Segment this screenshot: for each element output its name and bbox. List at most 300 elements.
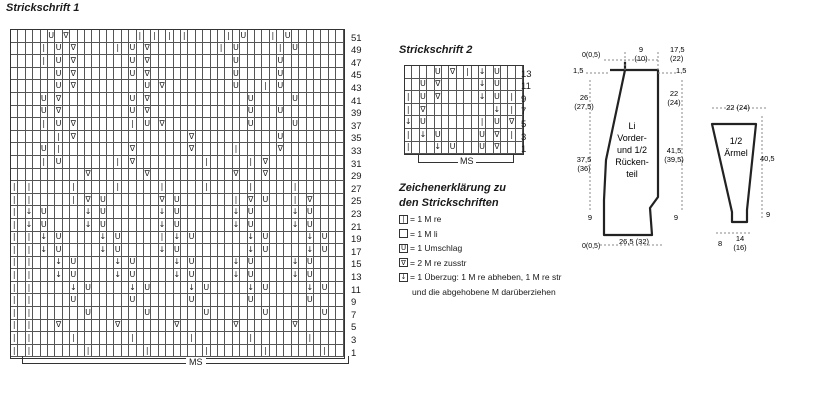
grid-cell — [85, 106, 92, 119]
grid-cell — [240, 55, 247, 68]
grid-cell: | — [233, 194, 240, 207]
grid-cell — [129, 194, 136, 207]
grid-cell: ∇ — [114, 320, 121, 333]
grid-cell — [442, 116, 449, 129]
grid-cell — [18, 282, 25, 295]
grid-cell — [270, 257, 277, 270]
grid-cell — [129, 219, 136, 232]
grid-cell — [151, 194, 158, 207]
grid-cell — [336, 181, 343, 194]
grid-cell — [277, 269, 284, 282]
grid-cell: | — [26, 307, 33, 320]
grid-cell: | — [181, 30, 188, 43]
grid-cell — [166, 194, 173, 207]
grid-cell — [196, 332, 203, 345]
grid-cell: ∇ — [144, 68, 151, 81]
grid-cell: | — [188, 332, 195, 345]
grid-cell — [11, 118, 18, 131]
grid-cell — [486, 91, 493, 104]
grid-cell — [196, 181, 203, 194]
grid-cell — [107, 257, 114, 270]
grid-cell — [329, 294, 336, 307]
grid-cell — [100, 307, 107, 320]
grid-cell — [211, 30, 218, 43]
grid-cell: U — [277, 68, 284, 81]
grid-cell: U — [203, 282, 210, 295]
grid-cell — [329, 307, 336, 320]
grid-cell: U — [85, 282, 92, 295]
grid-cell — [240, 307, 247, 320]
grid-cell — [501, 104, 508, 117]
grid-cell: U — [321, 232, 328, 245]
grid-cell: ∇ — [262, 169, 269, 182]
grid-cell: | — [405, 104, 412, 117]
grid-cell — [307, 320, 314, 333]
grid-cell — [284, 219, 291, 232]
grid-cell — [181, 80, 188, 93]
grid-cell: ↓ — [307, 232, 314, 245]
grid-cell — [174, 43, 181, 56]
row-number: 43 — [351, 83, 362, 94]
grid-cell — [427, 104, 434, 117]
grid-cell — [314, 332, 321, 345]
grid-cell — [48, 169, 55, 182]
grid-cell — [248, 43, 255, 56]
grid-cell — [248, 169, 255, 182]
grid-cell — [427, 79, 434, 92]
grid-cell — [166, 143, 173, 156]
grid-cell: U — [41, 93, 48, 106]
grid-cell — [218, 345, 225, 358]
grid-cell — [144, 30, 151, 43]
grid-cell — [181, 118, 188, 131]
grid-cell — [218, 55, 225, 68]
grid-cell — [33, 181, 40, 194]
grid-cell — [166, 345, 173, 358]
grid-cell — [284, 156, 291, 169]
grid-cell — [277, 294, 284, 307]
grid-cell — [26, 143, 33, 156]
grid-cell: | — [41, 156, 48, 169]
grid-cell — [233, 181, 240, 194]
grid-cell — [321, 43, 328, 56]
grid-cell — [321, 206, 328, 219]
grid-cell — [122, 332, 129, 345]
grid-cell — [181, 332, 188, 345]
grid-cell: ↓ — [292, 269, 299, 282]
grid-cell — [405, 66, 412, 79]
grid-cell — [248, 55, 255, 68]
grid-cell — [18, 206, 25, 219]
grid-cell — [314, 80, 321, 93]
grid-cell — [92, 244, 99, 257]
grid-cell — [314, 169, 321, 182]
grid-cell — [225, 93, 232, 106]
grid-cell — [33, 320, 40, 333]
row-number: 3 — [521, 131, 527, 143]
grid-cell — [137, 156, 144, 169]
grid-cell — [174, 80, 181, 93]
grid-cell — [299, 194, 306, 207]
grid-cell — [211, 206, 218, 219]
grid-cell — [218, 156, 225, 169]
grid-cell — [277, 257, 284, 270]
grid-cell — [18, 169, 25, 182]
grid-cell — [63, 43, 70, 56]
grid-cell — [78, 106, 85, 119]
grid-cell — [85, 269, 92, 282]
grid-cell — [129, 181, 136, 194]
grid-cell — [122, 194, 129, 207]
grid-cell — [292, 307, 299, 320]
grid-cell — [18, 106, 25, 119]
grid-cell — [174, 345, 181, 358]
grid-cell — [33, 206, 40, 219]
grid-cell — [92, 93, 99, 106]
grid-cell — [129, 30, 136, 43]
grid-cell: ↓ — [188, 282, 195, 295]
grid-cell — [92, 80, 99, 93]
grid-cell — [299, 30, 306, 43]
grid-cell — [218, 282, 225, 295]
grid-cell: U — [479, 142, 486, 155]
grid-cell — [174, 169, 181, 182]
grid-cell — [181, 257, 188, 270]
grid-cell — [225, 257, 232, 270]
grid-cell — [255, 219, 262, 232]
grid-cell — [151, 269, 158, 282]
grid-cell — [299, 43, 306, 56]
grid-cell: U — [233, 43, 240, 56]
grid-cell: | — [292, 194, 299, 207]
row-number: 29 — [351, 171, 362, 183]
grid-cell — [329, 55, 336, 68]
grid-cell — [55, 294, 62, 307]
grid-cell — [107, 93, 114, 106]
grid-cell — [107, 30, 114, 43]
grid-cell — [196, 194, 203, 207]
grid-cell — [336, 307, 343, 320]
grid-cell — [33, 68, 40, 81]
grid-cell — [336, 282, 343, 295]
grid-cell: | — [70, 194, 77, 207]
grid-cell: ↓ — [55, 269, 62, 282]
grid-cell: | — [55, 143, 62, 156]
grid-cell — [284, 55, 291, 68]
grid-cell — [55, 30, 62, 43]
grid-cell — [218, 320, 225, 333]
grid-cell — [181, 320, 188, 333]
grid-cell — [196, 80, 203, 93]
grid-cell — [292, 282, 299, 295]
grid-cell: U — [494, 116, 501, 129]
grid-cell — [33, 156, 40, 169]
grid-cell — [63, 169, 70, 182]
grid-cell — [284, 194, 291, 207]
grid-cell — [277, 232, 284, 245]
grid-cell — [26, 30, 33, 43]
grid-cell — [48, 257, 55, 270]
grid-cell: U — [307, 257, 314, 270]
grid-cell — [255, 232, 262, 245]
legend-item — [399, 214, 441, 224]
grid-cell: U — [420, 116, 427, 129]
grid-cell — [63, 143, 70, 156]
grid-cell: ∇ — [174, 320, 181, 333]
grid-cell — [48, 269, 55, 282]
grid-cell — [122, 345, 129, 358]
grid-cell — [11, 143, 18, 156]
grid-cell — [233, 30, 240, 43]
sleeve-bottom-width-b: (16) — [733, 243, 747, 252]
grid-cell — [336, 345, 343, 358]
grid-cell — [41, 68, 48, 81]
grid-cell — [501, 66, 508, 79]
grid-cell — [299, 131, 306, 144]
grid-cell: ↓ — [174, 257, 181, 270]
grid-cell — [225, 68, 232, 81]
grid-cell — [307, 131, 314, 144]
grid-cell: U — [435, 129, 442, 142]
grid-cell — [284, 257, 291, 270]
grid-cell — [336, 320, 343, 333]
grid-cell — [464, 116, 471, 129]
grid-cell — [203, 30, 210, 43]
grid-cell — [336, 80, 343, 93]
grid-cell — [151, 206, 158, 219]
grid-cell — [11, 106, 18, 119]
grid-cell — [486, 104, 493, 117]
grid-cell — [240, 43, 247, 56]
grid-cell — [314, 282, 321, 295]
grid-cell — [92, 43, 99, 56]
grid-cell — [292, 106, 299, 119]
grid-cell — [85, 244, 92, 257]
grid-cell: ∇ — [55, 106, 62, 119]
grid-cell — [188, 30, 195, 43]
grid-cell — [270, 320, 277, 333]
grid-cell — [211, 118, 218, 131]
grid-cell — [92, 320, 99, 333]
grid-cell — [122, 55, 129, 68]
grid-cell — [412, 116, 419, 129]
grid-cell — [151, 219, 158, 232]
grid-cell — [449, 116, 456, 129]
grid-cell — [122, 282, 129, 295]
grid-cell — [166, 257, 173, 270]
grid-cell — [457, 116, 464, 129]
grid-cell — [33, 307, 40, 320]
grid-cell — [314, 257, 321, 270]
grid-cell — [55, 169, 62, 182]
grid-cell — [70, 30, 77, 43]
grid-cell — [435, 116, 442, 129]
grid-cell — [151, 68, 158, 81]
grid-cell: | — [114, 43, 121, 56]
grid-cell: ∇ — [277, 143, 284, 156]
grid-cell — [166, 294, 173, 307]
grid-cell — [321, 169, 328, 182]
grid-cell — [218, 269, 225, 282]
grid-cell — [41, 194, 48, 207]
grid-cell — [159, 30, 166, 43]
grid-cell — [218, 257, 225, 270]
grid-cell — [41, 257, 48, 270]
grid-cell — [92, 206, 99, 219]
grid-cell — [248, 307, 255, 320]
grid-cell: U — [55, 68, 62, 81]
grid-cell — [412, 79, 419, 92]
grid-cell — [329, 320, 336, 333]
legend-title-line1: Zeichenerklärung zu — [399, 182, 506, 194]
grid-cell — [151, 320, 158, 333]
grid-cell — [33, 169, 40, 182]
grid-cell: U — [307, 219, 314, 232]
grid-cell — [196, 43, 203, 56]
grid-cell: | — [11, 307, 18, 320]
grid-cell — [144, 181, 151, 194]
grid-cell — [218, 93, 225, 106]
grid-cell — [18, 156, 25, 169]
grid-cell — [107, 244, 114, 257]
row-number: 49 — [351, 45, 362, 57]
grid-cell — [85, 320, 92, 333]
grid-cell — [174, 181, 181, 194]
grid-cell — [457, 129, 464, 142]
grid-cell — [159, 55, 166, 68]
grid-cell: ↓ — [494, 104, 501, 117]
grid-cell — [255, 143, 262, 156]
grid-cell — [270, 93, 277, 106]
grid-cell — [114, 345, 121, 358]
grid-cell — [233, 156, 240, 169]
grid-cell — [307, 80, 314, 93]
grid-cell: | — [114, 156, 121, 169]
grid-cell — [26, 118, 33, 131]
grid-cell — [284, 80, 291, 93]
grid-cell — [211, 257, 218, 270]
grid-cell — [85, 118, 92, 131]
chart1-grid — [10, 29, 345, 359]
grid-cell: U — [55, 244, 62, 257]
grid-cell — [321, 93, 328, 106]
grid-cell: U — [129, 294, 136, 307]
grid-cell: U — [129, 55, 136, 68]
grid-cell — [166, 169, 173, 182]
grid-cell: | — [166, 30, 173, 43]
grid-cell — [292, 131, 299, 144]
grid-cell — [336, 143, 343, 156]
grid-cell — [427, 91, 434, 104]
grid-cell — [78, 345, 85, 358]
legend-symbol-icon: ↓ — [400, 273, 407, 281]
grid-cell — [92, 156, 99, 169]
grid-cell — [41, 131, 48, 144]
front-label-1: Li — [628, 121, 636, 131]
row-number: 17 — [351, 246, 362, 258]
grid-cell — [307, 55, 314, 68]
grid-cell: U — [41, 143, 48, 156]
grid-cell — [211, 232, 218, 245]
grid-cell — [314, 269, 321, 282]
grid-cell — [137, 194, 144, 207]
grid-cell — [464, 104, 471, 117]
grid-cell — [107, 307, 114, 320]
grid-cell: U — [70, 257, 77, 270]
grid-cell — [159, 169, 166, 182]
grid-cell — [292, 156, 299, 169]
grid-cell — [107, 320, 114, 333]
grid-cell — [292, 232, 299, 245]
grid-cell — [299, 80, 306, 93]
grid-cell — [78, 156, 85, 169]
grid-cell — [85, 68, 92, 81]
grid-cell — [85, 131, 92, 144]
grid-cell — [188, 68, 195, 81]
front-shoulder-right: 1,5 — [676, 66, 687, 75]
grid-cell — [151, 345, 158, 358]
grid-cell — [107, 43, 114, 56]
grid-cell — [18, 68, 25, 81]
grid-cell: U — [188, 257, 195, 270]
grid-cell — [196, 131, 203, 144]
grid-cell — [336, 55, 343, 68]
grid-cell: ↓ — [85, 206, 92, 219]
grid-cell — [26, 131, 33, 144]
grid-cell — [284, 232, 291, 245]
grid-cell: | — [292, 181, 299, 194]
grid-cell — [284, 244, 291, 257]
grid-cell — [255, 181, 262, 194]
grid-cell: | — [11, 294, 18, 307]
grid-cell — [240, 181, 247, 194]
grid-cell — [203, 93, 210, 106]
grid-cell: U — [55, 43, 62, 56]
grid-cell: ∇ — [129, 156, 136, 169]
grid-cell — [240, 257, 247, 270]
grid-cell — [248, 320, 255, 333]
grid-cell — [427, 66, 434, 79]
front-left-bottom: 9 — [587, 213, 593, 222]
grid-cell — [70, 106, 77, 119]
grid-cell — [203, 206, 210, 219]
grid-cell — [255, 30, 262, 43]
grid-cell — [181, 143, 188, 156]
grid-cell — [336, 131, 343, 144]
grid-cell: | — [11, 232, 18, 245]
grid-cell — [472, 66, 479, 79]
front-left-lower: 37,5 — [576, 155, 592, 164]
grid-cell — [48, 244, 55, 257]
grid-cell — [188, 244, 195, 257]
grid-cell — [262, 219, 269, 232]
grid-cell: U — [100, 219, 107, 232]
chart1-ms-label: MS — [186, 357, 206, 367]
grid-cell: | — [11, 257, 18, 270]
grid-cell: | — [508, 129, 515, 142]
grid-cell — [218, 118, 225, 131]
row-number: 21 — [351, 221, 362, 233]
grid-cell — [329, 219, 336, 232]
grid-cell — [129, 80, 136, 93]
grid-cell — [166, 118, 173, 131]
grid-cell — [78, 244, 85, 257]
grid-cell — [321, 156, 328, 169]
grid-cell — [314, 206, 321, 219]
grid-cell — [122, 118, 129, 131]
grid-cell — [63, 320, 70, 333]
grid-cell — [78, 181, 85, 194]
